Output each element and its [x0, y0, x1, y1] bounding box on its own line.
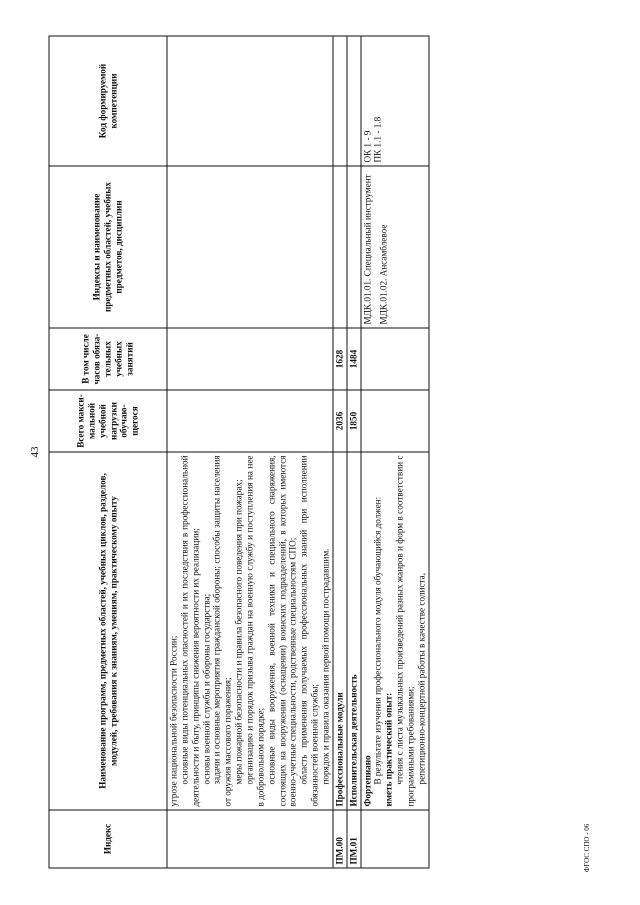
competence-pk: ПК 1.1 - 1.8 [372, 116, 383, 162]
competence-ok: ОК 1 - 9 [361, 130, 372, 162]
header-competence: Код формируемой компетенции [49, 36, 167, 166]
list-item: задачи и основные мероприятия гражданской обороны; способы защиты населения от оружия массового поражения; [211, 455, 233, 806]
cell-pm00-index: ПМ.00 [332, 810, 346, 868]
cell-competence-empty [167, 36, 333, 166]
cell-max-empty [167, 390, 333, 452]
cell-piano-mandatory [360, 328, 428, 390]
list-item: меры пожарной безопасности и правила безопасного поведения при пожарах; [233, 478, 244, 784]
piano-intro: В результате изучения профессионального модуля обучающийся должен: [372, 496, 383, 784]
list-item: угрозе национальной безопасности России; [168, 635, 178, 806]
cell-piano-max [360, 390, 428, 452]
list-item: репетиционно-концертной работы в качестве солиста, [415, 572, 426, 784]
header-mandatory: В том числе часов обяза-тельных учебных занятий [49, 328, 167, 390]
header-row [49, 36, 167, 868]
header-max-load: Всего макси-мальной учебной нагрузки обучаю-щегося [49, 390, 167, 452]
header-index: Индекс [49, 810, 167, 868]
cell-pm00-name: Профессиональные модули [332, 452, 346, 810]
curriculum-table-sheet [48, 36, 581, 868]
cell-piano-description [360, 452, 428, 810]
cell-pm01-index: ПМ.01 [346, 810, 360, 868]
list-item: основные виды вооружения, военной техники и специального снаряжения, состоящих на вооружении (оснащении) воинских подразделений, в которых имеются военно-учетные специальности, родственные специальностям СПО; [265, 455, 298, 806]
table-row-continuation [167, 36, 333, 868]
piano-experience-label: иметь практический опыт: [383, 692, 394, 806]
cell-pm01-mandatory: 1484 [346, 328, 360, 390]
cell-pm00-competence [332, 36, 346, 166]
table-row-piano [360, 36, 428, 868]
cell-pm00-subjects [332, 166, 346, 328]
cell-piano-index [360, 810, 428, 868]
header-subjects: Индексы и наименование предметных областей, учебных предметов, дисциплин [49, 166, 167, 328]
cell-subjects-empty [167, 166, 333, 328]
list-item: основы военной службы и обороны государства; [200, 593, 211, 784]
table-row-pm00 [332, 36, 346, 868]
list-item: порядок и правила оказания первой помощи пострадавшим. [320, 548, 331, 784]
header-name: Наименование программ, предметных областей, учебных циклов, разделов, модулей, требования к знаниям, умениям, практическому опыту [49, 452, 167, 810]
cell-continuation-text [167, 452, 333, 810]
page-number: 43 [29, 446, 41, 458]
list-item: основные виды потенциальных опасностей и их последствия в профессиональной деятельности и быту, принципы снижения вероятности их реализации; [178, 455, 200, 806]
cell-pm00-max: 2036 [332, 390, 346, 452]
cell-pm01-competence [346, 36, 360, 166]
cell-piano-competence [360, 36, 428, 166]
cell-pm00-mandatory: 1628 [332, 328, 346, 390]
cell-mandatory-empty [167, 328, 333, 390]
table-row-pm01 [346, 36, 360, 868]
footer-code: ФГОС СПО - 06 [583, 823, 591, 873]
cell-pm01-subjects [346, 166, 360, 328]
cell-index-empty [167, 810, 333, 868]
subject-mdk-01-02: МДК.01.02. Ансамблевое [378, 224, 389, 324]
cell-pm01-name: Исполнительская деятельность [346, 452, 360, 810]
curriculum-table [48, 35, 429, 868]
cell-piano-subjects [360, 166, 428, 328]
subject-mdk-01-01: МДК.01.01. Специальный инструмент [361, 173, 372, 324]
list-item: организацию и порядок призыва граждан на военную службу и поступления на нее в добровольном порядке; [244, 455, 265, 806]
list-item: область применения получаемых профессиональных знаний при исполнении обязанностей военной службы; [298, 455, 320, 806]
cell-pm01-max: 1850 [346, 390, 360, 452]
list-item: чтения с листа музыкальных произведений разных жанров и форм в соответствии с программными требованиями; [394, 455, 416, 806]
piano-title: Фортепиано [361, 754, 372, 806]
